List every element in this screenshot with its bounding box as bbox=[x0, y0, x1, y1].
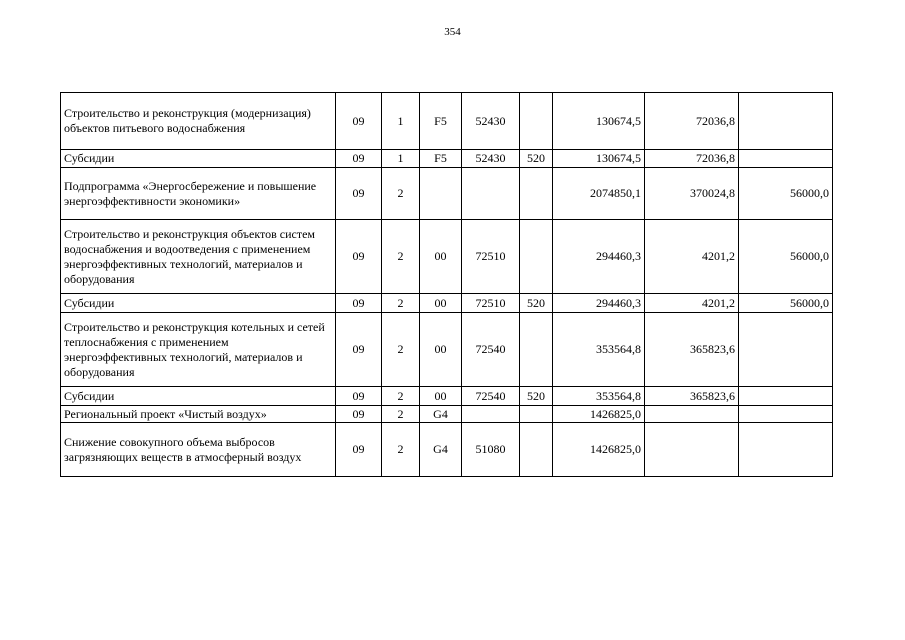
row-name: Субсидии bbox=[61, 150, 336, 168]
table-row bbox=[61, 387, 833, 406]
table-row bbox=[61, 220, 833, 294]
type-cell bbox=[520, 313, 553, 387]
section-cell: 09 bbox=[336, 150, 382, 168]
table-row bbox=[61, 294, 833, 313]
amount-1-cell: 294460,3 bbox=[553, 220, 645, 294]
subsection-cell: 2 bbox=[382, 294, 420, 313]
row-name: Снижение совокупного объема выбросов загрязняющих веществ в атмосферный воздух bbox=[61, 423, 336, 477]
table-row bbox=[61, 406, 833, 423]
code-cell: 72540 bbox=[462, 313, 520, 387]
program-cell: G4 bbox=[420, 423, 462, 477]
subsection-cell: 1 bbox=[382, 150, 420, 168]
row-name: Подпрограмма «Энергосбережение и повышение энергоэффективности экономики» bbox=[61, 168, 336, 220]
subsection-cell: 2 bbox=[382, 406, 420, 423]
code-cell: 72510 bbox=[462, 294, 520, 313]
code-cell: 52430 bbox=[462, 93, 520, 150]
table-row bbox=[61, 93, 833, 150]
amount-2-cell: 370024,8 bbox=[645, 168, 739, 220]
section-cell: 09 bbox=[336, 313, 382, 387]
subsection-cell: 2 bbox=[382, 387, 420, 406]
section-cell: 09 bbox=[336, 220, 382, 294]
section-cell: 09 bbox=[336, 406, 382, 423]
type-cell bbox=[520, 93, 553, 150]
type-cell bbox=[520, 423, 553, 477]
type-cell: 520 bbox=[520, 294, 553, 313]
amount-2-cell: 365823,6 bbox=[645, 313, 739, 387]
program-cell: 00 bbox=[420, 294, 462, 313]
amount-1-cell: 353564,8 bbox=[553, 387, 645, 406]
amount-2-cell bbox=[645, 423, 739, 477]
amount-3-cell: 56000,0 bbox=[739, 220, 833, 294]
section-cell: 09 bbox=[336, 168, 382, 220]
amount-2-cell: 4201,2 bbox=[645, 294, 739, 313]
program-cell: 00 bbox=[420, 220, 462, 294]
code-cell bbox=[462, 406, 520, 423]
program-cell bbox=[420, 168, 462, 220]
row-name: Региональный проект «Чистый воздух» bbox=[61, 406, 336, 423]
amount-1-cell: 1426825,0 bbox=[553, 406, 645, 423]
program-cell: F5 bbox=[420, 93, 462, 150]
type-cell: 520 bbox=[520, 387, 553, 406]
amount-1-cell: 2074850,1 bbox=[553, 168, 645, 220]
code-cell: 72510 bbox=[462, 220, 520, 294]
subsection-cell: 1 bbox=[382, 93, 420, 150]
row-name: Строительство и реконструкция объектов систем водоснабжения и водоотведения с применением энергоэффективных технологий, материалов и оборудования bbox=[61, 220, 336, 294]
table-row bbox=[61, 423, 833, 477]
row-name: Строительство и реконструкция (модернизация) объектов питьевого водоснабжения bbox=[61, 93, 336, 150]
code-cell bbox=[462, 168, 520, 220]
table-row bbox=[61, 168, 833, 220]
code-cell: 72540 bbox=[462, 387, 520, 406]
amount-2-cell: 4201,2 bbox=[645, 220, 739, 294]
subsection-cell: 2 bbox=[382, 423, 420, 477]
code-cell: 52430 bbox=[462, 150, 520, 168]
program-cell: 00 bbox=[420, 387, 462, 406]
amount-3-cell: 56000,0 bbox=[739, 168, 833, 220]
section-cell: 09 bbox=[336, 93, 382, 150]
amount-2-cell bbox=[645, 406, 739, 423]
table-row bbox=[61, 150, 833, 168]
amount-3-cell bbox=[739, 313, 833, 387]
amount-1-cell: 130674,5 bbox=[553, 150, 645, 168]
section-cell: 09 bbox=[336, 387, 382, 406]
amount-1-cell: 353564,8 bbox=[553, 313, 645, 387]
program-cell: F5 bbox=[420, 150, 462, 168]
table-row bbox=[61, 313, 833, 387]
type-cell bbox=[520, 168, 553, 220]
section-cell: 09 bbox=[336, 294, 382, 313]
amount-2-cell: 72036,8 bbox=[645, 93, 739, 150]
row-name: Строительство и реконструкция котельных и сетей теплоснабжения с применением энергоэффективных технологий, материалов и оборудования bbox=[61, 313, 336, 387]
subsection-cell: 2 bbox=[382, 220, 420, 294]
amount-3-cell bbox=[739, 406, 833, 423]
amount-3-cell: 56000,0 bbox=[739, 294, 833, 313]
amount-2-cell: 365823,6 bbox=[645, 387, 739, 406]
subsection-cell: 2 bbox=[382, 168, 420, 220]
row-name: Субсидии bbox=[61, 387, 336, 406]
subsection-cell: 2 bbox=[382, 313, 420, 387]
amount-2-cell: 72036,8 bbox=[645, 150, 739, 168]
type-cell bbox=[520, 406, 553, 423]
amount-1-cell: 294460,3 bbox=[553, 294, 645, 313]
amount-3-cell bbox=[739, 387, 833, 406]
program-cell: G4 bbox=[420, 406, 462, 423]
amount-1-cell: 1426825,0 bbox=[553, 423, 645, 477]
amount-3-cell bbox=[739, 93, 833, 150]
page-number: 354 bbox=[444, 26, 461, 38]
program-cell: 00 bbox=[420, 313, 462, 387]
code-cell: 51080 bbox=[462, 423, 520, 477]
amount-1-cell: 130674,5 bbox=[553, 93, 645, 150]
amount-3-cell bbox=[739, 150, 833, 168]
budget-table bbox=[60, 92, 833, 477]
type-cell: 520 bbox=[520, 150, 553, 168]
amount-3-cell bbox=[739, 423, 833, 477]
row-name: Субсидии bbox=[61, 294, 336, 313]
type-cell bbox=[520, 220, 553, 294]
section-cell: 09 bbox=[336, 423, 382, 477]
